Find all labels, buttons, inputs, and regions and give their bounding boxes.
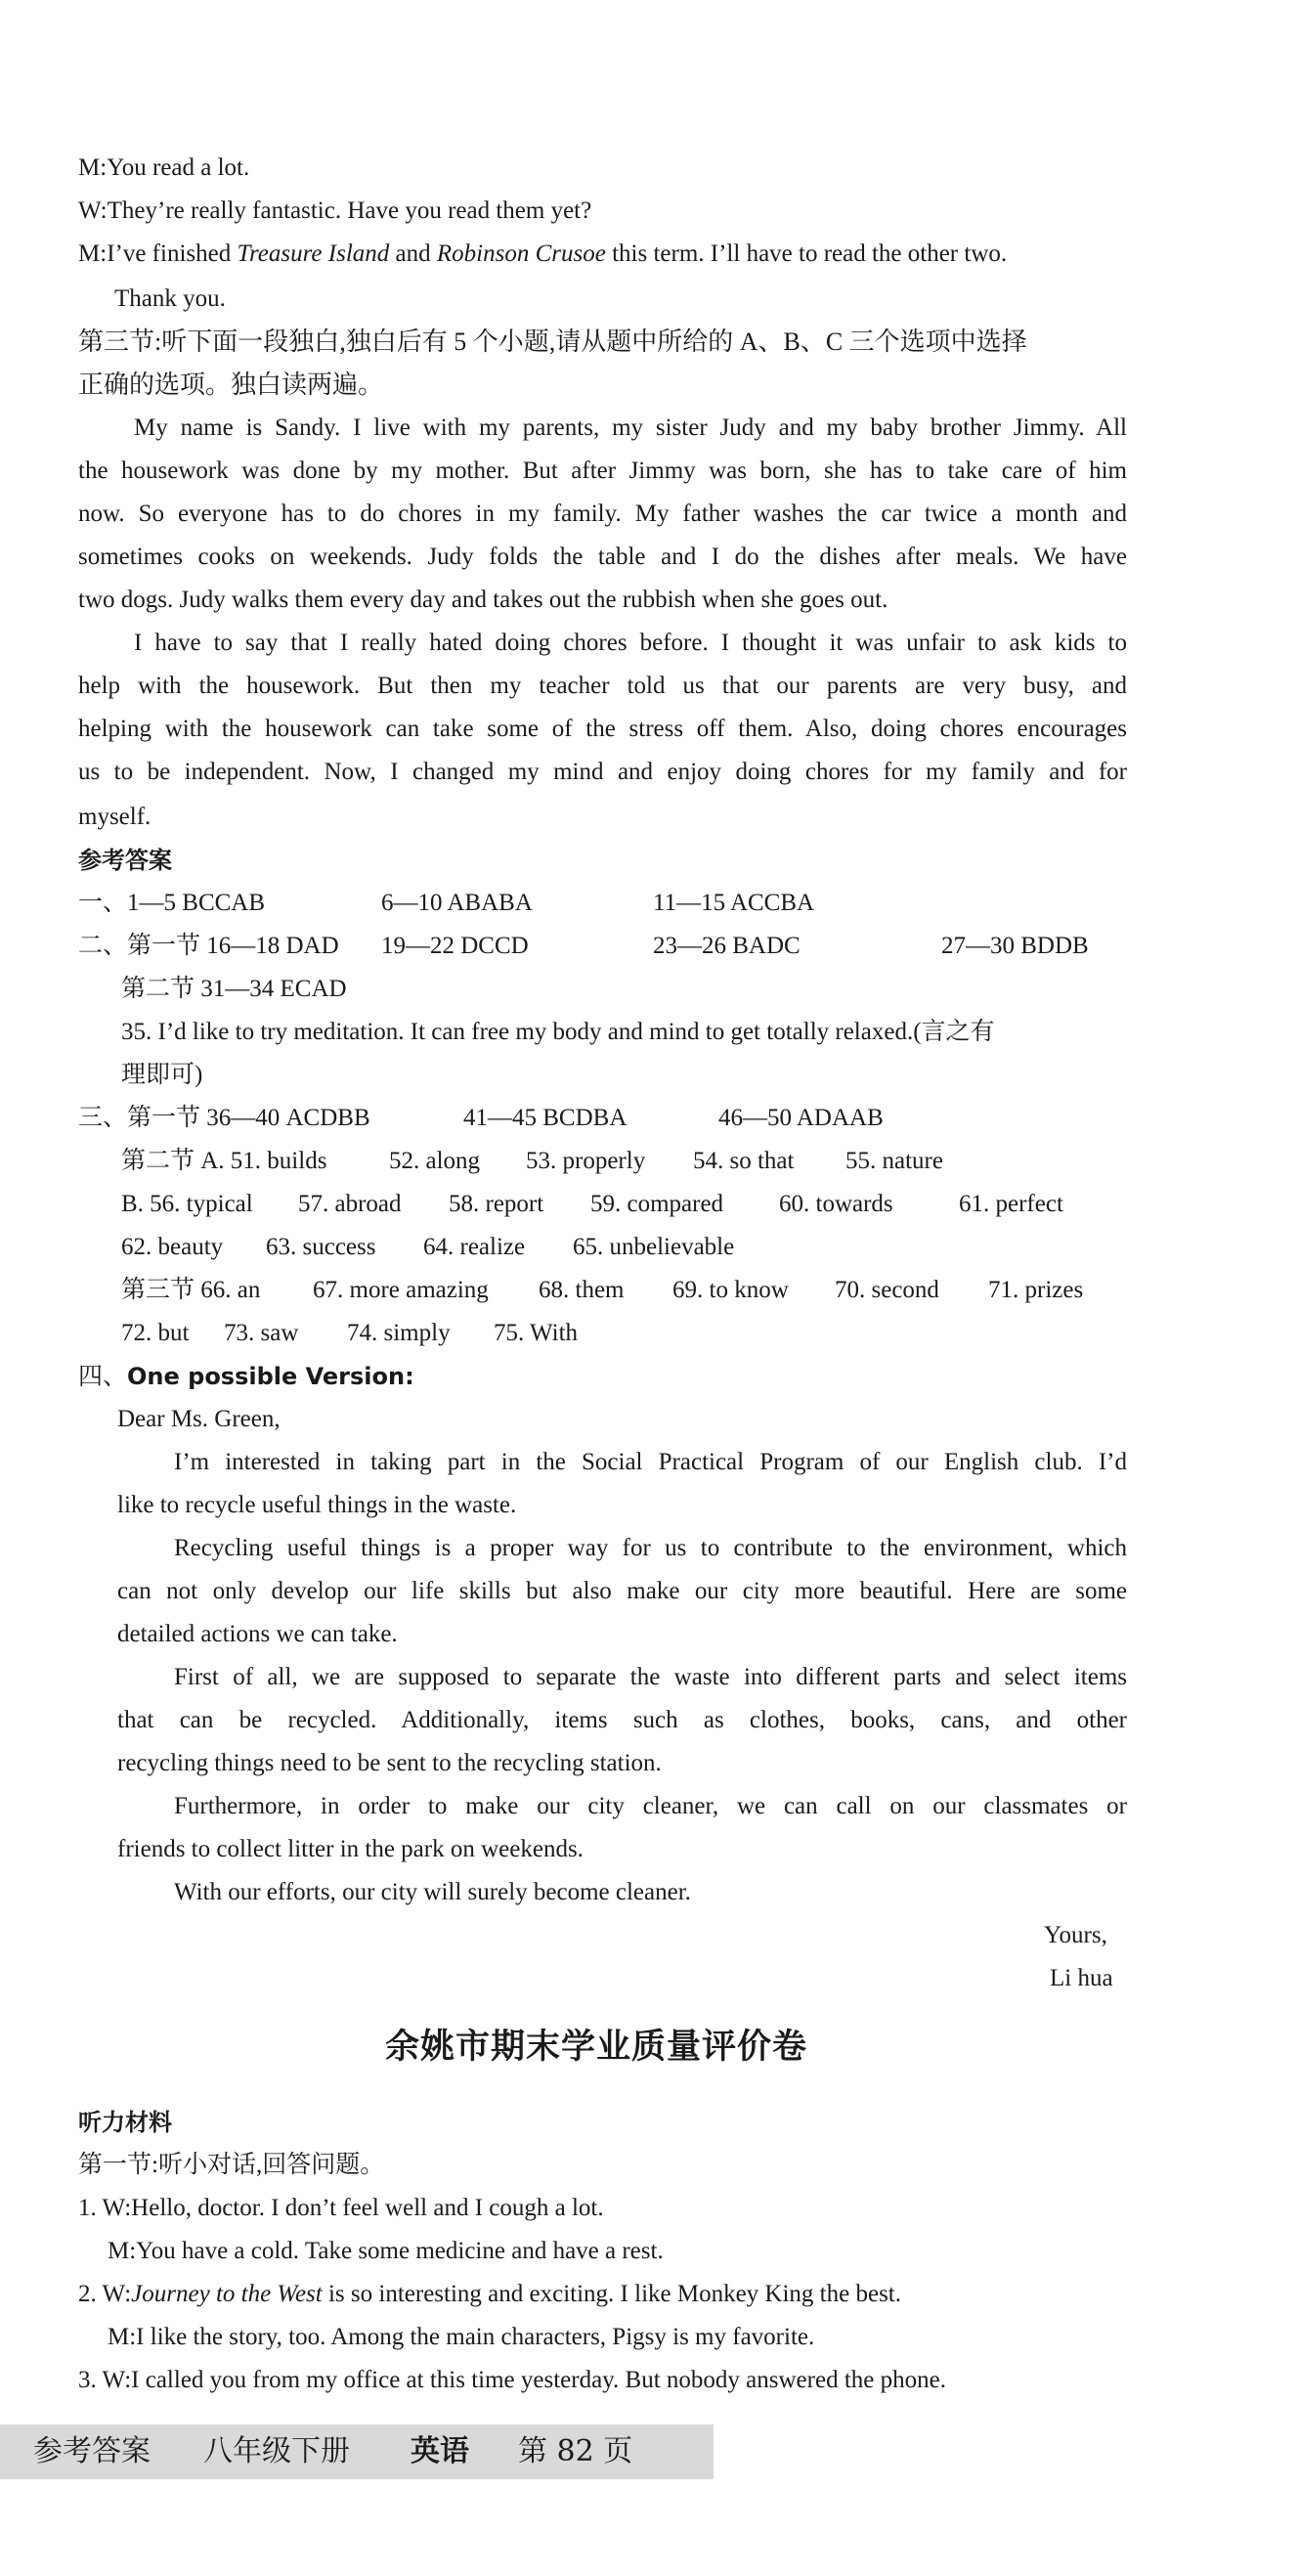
monologue-line: help with the housework. But then my teacher told us that our parents are very busy, and — [78, 673, 1127, 699]
answer-row: 第二节 31—34 ECAD — [121, 976, 347, 1002]
answer-cell: 73. saw — [224, 1320, 299, 1346]
monologue-line: I have to say that I really hated doing chores before. I thought it was unfair to ask kids to — [134, 630, 1127, 656]
letter-signature: Li hua — [1050, 1965, 1113, 1991]
answer-cell: 71. prizes — [988, 1277, 1084, 1303]
footer-label: 参考答案 — [33, 2434, 151, 2468]
monologue-line: now. So everyone has to do chores in my family. My father washes the car twice a month and — [78, 501, 1127, 527]
answer-cell: 54. so that — [693, 1148, 795, 1174]
listening-line: 3. W:I called you from my office at this time yesterday. But nobody answered the phone. — [78, 2367, 946, 2393]
section-title: 余姚市期末学业质量评价卷 — [384, 2028, 807, 2067]
dialog-line: M:I’ve finished Treasure Island and Robinson Crusoe this term. I’ll have to read the other two. — [78, 240, 1008, 267]
answer-cell: 69. to know — [672, 1277, 789, 1303]
answer-cell: 61. perfect — [959, 1191, 1063, 1217]
answer-cell: 59. compared — [590, 1191, 724, 1217]
answer-q35-cont: 理即可) — [121, 1062, 203, 1088]
answer-q35: 35. I’d like to try meditation. It can free my body and mind to get totally relaxed.(言之有 — [121, 1019, 995, 1045]
answer-cell: 60. towards — [779, 1191, 893, 1217]
monologue-line: helping with the housework can take some of the stress off them. Also, doing chores encourages — [78, 716, 1127, 742]
monologue-line: sometimes cooks on weekends. Judy folds the table and I do the dishes after meals. We have — [78, 544, 1127, 570]
answer-cell: 第三节 66. an — [121, 1277, 261, 1303]
answer-cell: B. 56. typical — [121, 1191, 253, 1217]
answer-cell: 65. unbelievable — [573, 1234, 735, 1260]
writing-heading: 四、One possible Version: — [78, 1363, 414, 1390]
answer-cell: 46—50 ADAAB — [718, 1105, 884, 1131]
answer-cell: 57. abroad — [298, 1191, 402, 1217]
answer-cell: 6—10 ABABA — [381, 890, 533, 916]
answer-row: 一、1—5 BCCAB — [78, 890, 266, 916]
footer-grade: 八年级下册 — [203, 2434, 350, 2468]
answer-cell: 53. properly — [526, 1148, 646, 1174]
letter-line: recycling things need to be sent to the recycling station. — [117, 1750, 662, 1776]
answer-cell: 58. report — [449, 1191, 544, 1217]
monologue-line: two dogs. Judy walks them every day and takes out the rubbish when she goes out. — [78, 587, 888, 613]
listening-line: 1. W:Hello, doctor. I don’t feel well and I cough a lot. — [78, 2195, 604, 2221]
answer-cell: 55. nature — [845, 1148, 943, 1174]
answer-cell: 70. second — [835, 1277, 939, 1303]
section3-instruction-cont: 正确的选项。独白读两遍。 — [78, 371, 384, 399]
answer-cell: 41—45 BCDBA — [463, 1105, 628, 1131]
section-subheading: 听力材料 — [78, 2109, 172, 2136]
answer-cell: 63. success — [266, 1234, 376, 1260]
section-instruction: 第一节:听小对话,回答问题。 — [78, 2152, 385, 2178]
letter-line: First of all, we are supposed to separate the waste into different parts and select items — [174, 1664, 1127, 1690]
letter-line: detailed actions we can take. — [117, 1621, 398, 1647]
answer-cell: 75. With — [494, 1320, 579, 1346]
answer-cell: 19—22 DCCD — [381, 933, 529, 959]
answer-cell: 68. them — [539, 1277, 625, 1303]
answer-cell: 11—15 ACCBA — [653, 890, 815, 916]
page-footer — [0, 2424, 714, 2479]
answer-cell: 27—30 BDDB — [941, 933, 1089, 959]
listening-line: M:I like the story, too. Among the main characters, Pigsy is my favorite. — [108, 2324, 815, 2350]
letter-line: Furthermore, in order to make our city cleaner, we can call on our classmates or — [174, 1793, 1127, 1819]
answer-cell: 52. along — [389, 1148, 481, 1174]
monologue-line: the housework was done by my mother. But after Jimmy was born, she has to take care of him — [78, 458, 1127, 484]
letter-line: like to recycle useful things in the waste. — [117, 1492, 517, 1518]
answer-cell: 67. more amazing — [313, 1277, 489, 1303]
dialog-line: Thank you. — [114, 285, 226, 312]
dialog-line: W:They’re really fantastic. Have you read them yet? — [78, 197, 592, 224]
letter-line: friends to collect litter in the park on weekends. — [117, 1836, 584, 1862]
answer-cell: 74. simply — [347, 1320, 451, 1346]
letter-closing: Yours, — [1044, 1922, 1107, 1948]
letter-line: that can be recycled. Additionally, items such as clothes, books, cans, and other — [117, 1707, 1127, 1733]
monologue-line: us to be independent. Now, I changed my mind and enjoy doing chores for my family and for — [78, 759, 1127, 785]
answer-cell: 72. but — [121, 1320, 190, 1346]
answer-cell: 23—26 BADC — [653, 933, 801, 959]
answer-cell: 第二节 A. 51. builds — [121, 1148, 327, 1174]
letter-greeting: Dear Ms. Green, — [117, 1406, 281, 1432]
section3-instruction: 第三节:听下面一段独白,独白后有 5 个小题,请从题中所给的 A、B、C 三个选项中选择 — [78, 327, 1027, 356]
letter-line: can not only develop our life skills but also make our city more beautiful. Here are some — [117, 1578, 1127, 1604]
dialog-line: M:You read a lot. — [78, 154, 250, 181]
answer-row: 二、第一节 16—18 DAD — [78, 933, 339, 959]
letter-line: Recycling useful things is a proper way for us to contribute to the environment, which — [174, 1535, 1127, 1561]
answer-cell: 64. realize — [423, 1234, 526, 1260]
letter-line: With our efforts, our city will surely become cleaner. — [174, 1879, 691, 1905]
footer-subject: 英语 — [411, 2434, 469, 2468]
answers-heading: 参考答案 — [78, 847, 172, 874]
listening-line: M:You have a cold. Take some medicine and have a rest. — [108, 2238, 664, 2264]
monologue-line: myself. — [78, 804, 152, 830]
monologue-line: My name is Sandy. I live with my parents, my sister Judy and my baby brother Jimmy. All — [134, 415, 1127, 441]
answer-cell: 62. beauty — [121, 1234, 224, 1260]
footer-page-number: 第 82 页 — [518, 2434, 633, 2468]
answer-row: 三、第一节 36—40 ACDBB — [78, 1105, 370, 1131]
listening-line: 2. W:Journey to the West is so interesting and exciting. I like Monkey King the best. — [78, 2281, 901, 2307]
letter-line: I’m interested in taking part in the Social Practical Program of our English club. I’d — [174, 1449, 1127, 1475]
